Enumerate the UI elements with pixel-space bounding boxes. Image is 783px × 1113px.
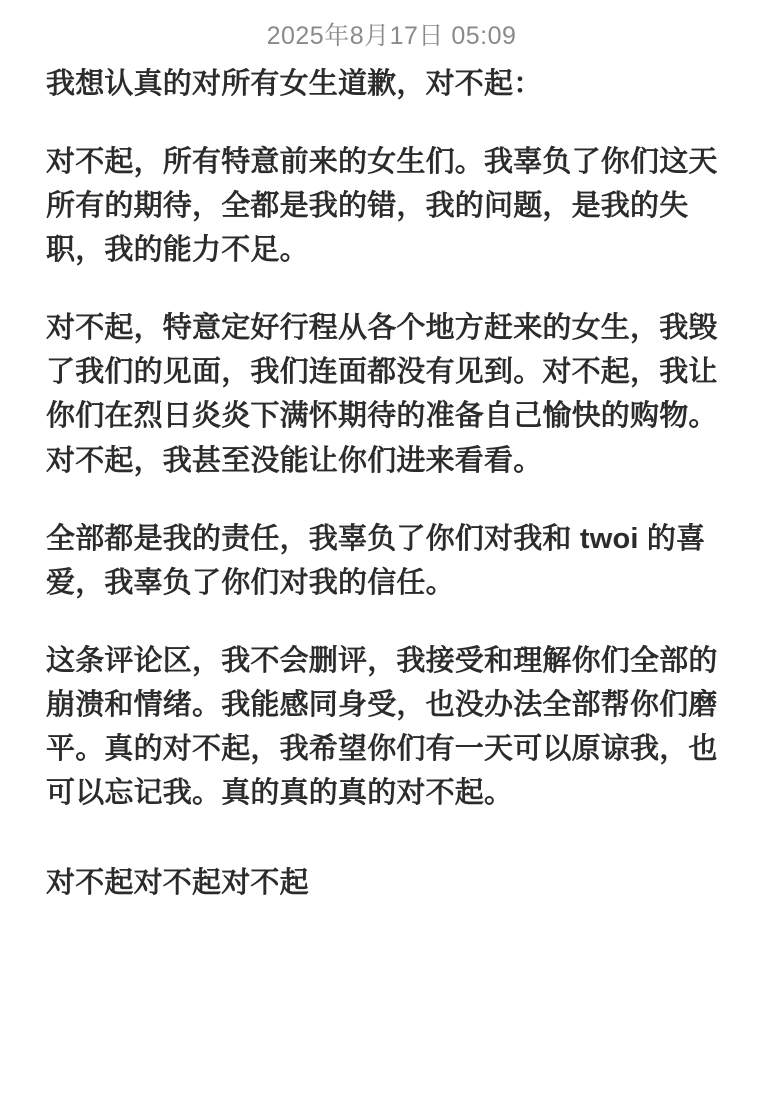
post-paragraph: 对不起对不起对不起 bbox=[46, 867, 309, 900]
post-paragraph: 对不起，所有特意前来的女生们。我辜负了你们这天所有的期待，全都是我的错，我的问题，是我的失职，我的能力不足。 bbox=[46, 146, 718, 267]
post-paragraph: 我想认真的对所有女生道歉，对不起： bbox=[46, 68, 543, 100]
post-content bbox=[0, 62, 783, 945]
post-paragraph: 这条评论区，我不会删评，我接受和理解你们全部的崩溃和情绪。我能感同身受，也没办法全部帮你们磨平。真的对不起，我希望你们有一天可以原谅我，也可以忘记我。真的真的真的对不起。 bbox=[46, 644, 718, 810]
post-paragraph: 全部都是我的责任，我辜负了你们对我和 twoi 的喜爱，我辜负了你们对我的信任。 bbox=[46, 522, 706, 599]
post-paragraph: 对不起，特意定好行程从各个地方赶来的女生，我毁了我们的见面，我们连面都没有见到。对不起，我让你们在烈日炎炎下满怀期待的准备自己愉快的购物。对不起，我甚至没能让你们进来看看。 bbox=[46, 312, 718, 477]
post-timestamp: 2025年8月17日 05:09 bbox=[266, 22, 517, 50]
